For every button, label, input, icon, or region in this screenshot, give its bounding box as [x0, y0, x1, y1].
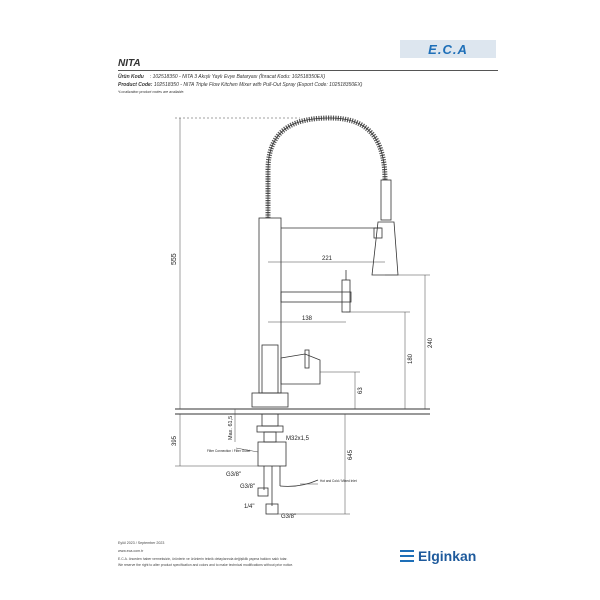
label-inlet-b: G3/8" [240, 484, 256, 490]
label-max: Max. 61,5 [228, 415, 234, 440]
faucet-base [252, 393, 288, 407]
product-code-en-label: Product Code: [118, 82, 153, 88]
product-title: NITA [118, 58, 141, 69]
spring-core [268, 118, 385, 218]
dimension-labels [171, 253, 434, 520]
footer-date: Eylül 2023 / September 2023 [118, 541, 165, 545]
label-395: 395 [172, 435, 178, 446]
label-63: 63 [358, 387, 364, 394]
product-code-tr-label: Ürün Kodu [118, 74, 144, 80]
mixer-handle [281, 354, 320, 384]
elginkan-logo [400, 548, 476, 564]
spray-button [374, 228, 382, 238]
label-180: 180 [408, 353, 414, 364]
eca-logo-text: E.C.A [428, 41, 468, 57]
spring-coil [268, 118, 385, 218]
label-138: 138 [302, 316, 313, 322]
localization-note: *Localization product codes are available. [118, 90, 185, 94]
fixing-plate [257, 426, 283, 432]
hose-curve [280, 480, 318, 486]
footer-note-en: We reserve the right to alter product specification and colors and to make technical modifications without prior notice. [118, 563, 294, 567]
label-thread: M32x1,5 [286, 436, 310, 442]
elginkan-name: Elginkan [418, 548, 477, 564]
inlet-fitting-a [258, 488, 268, 496]
label-645: 645 [348, 449, 354, 460]
faucet-lower-body [262, 345, 278, 393]
footer-note-tr: E.C.A. önceden haber vermeksizin, ürünlerin ve ürünlerin teknik detaylarında değişiklik yapma hakkını saklı tutar. [118, 557, 288, 561]
filter-lever [342, 280, 350, 312]
label-221: 221 [322, 256, 333, 262]
label-inlet-c: 1/4" [244, 504, 255, 510]
filter-connector [258, 442, 286, 466]
shank-nut [262, 414, 278, 426]
product-code-tr-value: : 102518350 - NITA 3 Akışlı Yaylı Evye Bataryası (İhracat Kodu: 102518350EX) [149, 74, 326, 80]
label-240: 240 [428, 337, 434, 348]
shank-thread [264, 432, 276, 442]
elginkan-mark-icon [400, 550, 414, 562]
spray-head [372, 222, 398, 275]
spray-neck [381, 180, 391, 220]
label-filter-connection: Filter Connection / Filter Outlet [207, 449, 251, 453]
label-inlet-a: G3/8" [226, 472, 242, 478]
label-hot-cold: Hot and Cold / Mixed Inlet [320, 479, 357, 483]
filter-spout [281, 292, 351, 302]
product-code-en-value: 102518350 - NITA Triple Flow Kitchen Mixer with Pull-Out Spray (Export Code: 102518350EX) [153, 82, 363, 88]
handle-lever [305, 350, 309, 368]
label-555: 555 [171, 253, 178, 265]
label-inlet-d: G3/8" [281, 514, 297, 520]
footer-website[interactable]: www.eca.com.tr [118, 549, 144, 553]
